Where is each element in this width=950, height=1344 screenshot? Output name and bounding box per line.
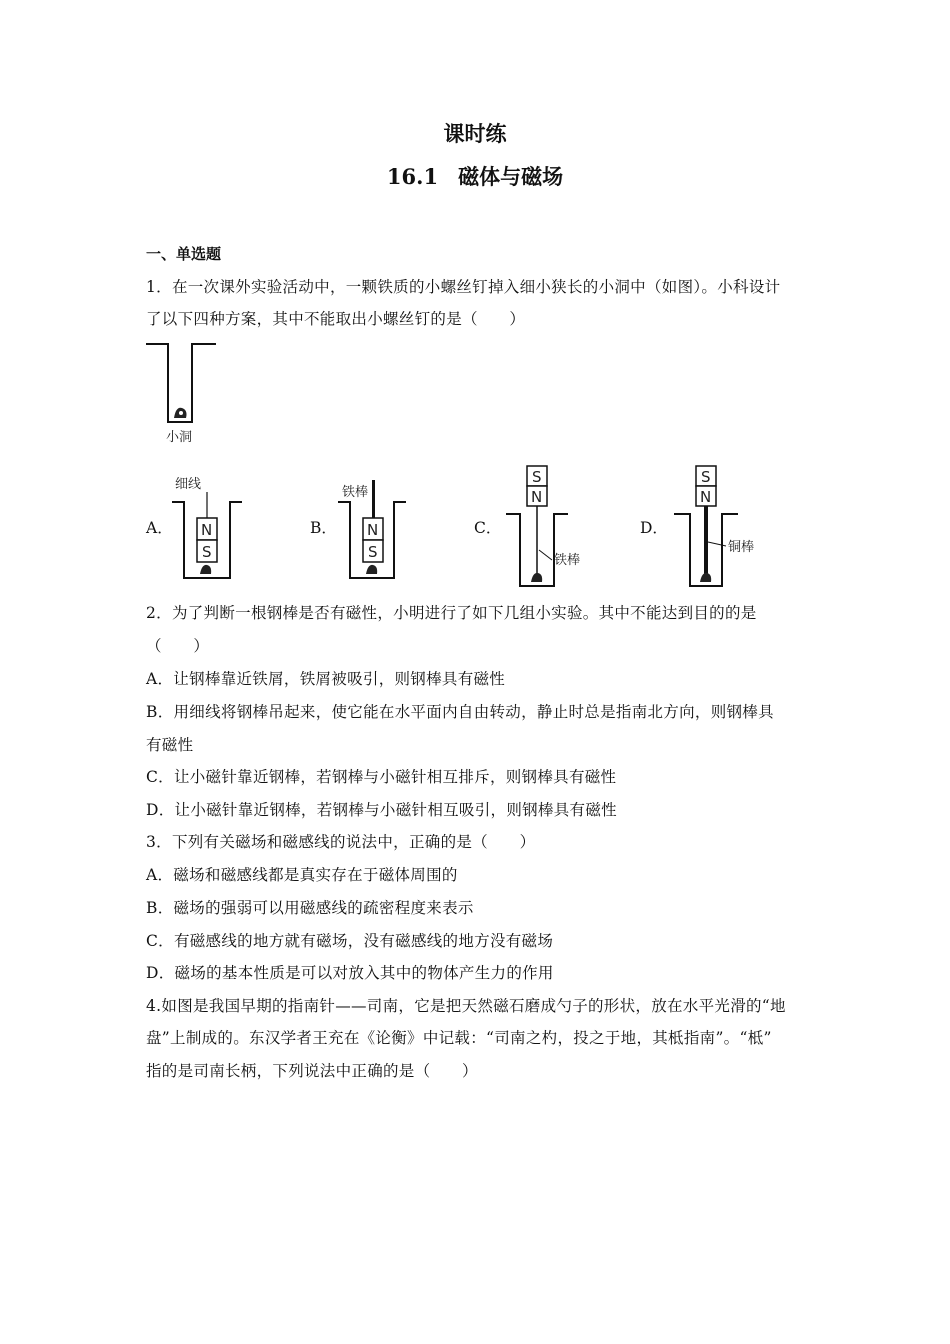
q3-option-b: B．磁场的强弱可以用磁感线的疏密程度来表示 bbox=[146, 899, 474, 917]
magnet-bottom-pole: N bbox=[700, 488, 712, 506]
q2-line-2: （ ） bbox=[146, 637, 210, 655]
section-title: 磁体与磁场 bbox=[458, 164, 564, 189]
q2-option-d: D．让小磁针靠近钢棒，若钢棒与小磁针相互吸引，则钢棒具有磁性 bbox=[146, 801, 617, 819]
q2-line-1: 2．为了判断一根钢棒是否有磁性，小明进行了如下几组小实验。其中不能达到目的的是 bbox=[146, 604, 757, 622]
magnet-top-pole: N bbox=[367, 521, 379, 539]
q1-option-a-figure bbox=[170, 470, 250, 585]
q1-option-c-letter: C． bbox=[474, 519, 502, 537]
q2-option-b-cont: 有磁性 bbox=[146, 736, 194, 754]
q2-option-b: B．用细线将钢棒吊起来，使它能在水平面内自由转动，静止时总是指南北方向，则钢棒具 bbox=[146, 703, 774, 721]
option-c-label: 铁棒 bbox=[554, 553, 581, 568]
option-b-label: 铁棒 bbox=[342, 485, 369, 500]
hole-figure bbox=[144, 340, 224, 450]
magnet-bottom-pole: N bbox=[531, 488, 543, 506]
magnet-top-pole: N bbox=[201, 521, 213, 539]
screw-icon bbox=[700, 573, 711, 582]
screw-icon bbox=[531, 573, 542, 582]
screw-icon bbox=[174, 408, 187, 418]
q3-option-c: C．有磁感线的地方就有磁场，没有磁感线的地方没有磁场 bbox=[146, 932, 554, 950]
magnet-bottom-pole: S bbox=[202, 543, 212, 561]
hole-label: 小洞 bbox=[166, 430, 193, 445]
q2-option-c: C．让小磁针靠近钢棒，若钢棒与小磁针相互排斥，则钢棒具有磁性 bbox=[146, 768, 617, 786]
q1-option-b-letter: B． bbox=[310, 519, 337, 537]
q1-option-d-figure bbox=[668, 462, 778, 590]
section-number: 16.1 bbox=[386, 164, 439, 189]
section-heading bbox=[0, 161, 950, 191]
q3-option-a: A．磁场和磁感线都是真实存在于磁体周围的 bbox=[146, 866, 458, 884]
q2-option-a: A．让钢棒靠近铁屑，铁屑被吸引，则钢棒具有磁性 bbox=[146, 670, 506, 688]
q1-option-b-figure bbox=[334, 470, 414, 585]
q1-line-2: 了以下四种方案，其中不能取出小螺丝钉的是（ ） bbox=[146, 310, 526, 328]
q3-option-d: D．磁场的基本性质是可以对放入其中的物体产生力的作用 bbox=[146, 964, 554, 982]
magnet-top-pole: S bbox=[701, 468, 711, 486]
option-d-label: 铜棒 bbox=[728, 540, 755, 555]
q3-line-1: 3．下列有关磁场和磁感线的说法中，正确的是（ ） bbox=[146, 833, 536, 851]
screw-icon bbox=[200, 565, 211, 574]
q1-option-c-figure bbox=[500, 462, 600, 590]
q4-line-2: 盘”上制成的。东汉学者王充在《论衡》中记载：“司南之杓，投之于地，其柢指南”。“柢” bbox=[146, 1029, 772, 1047]
part-heading: 一、单选题 bbox=[146, 245, 222, 263]
magnet-bottom-pole: S bbox=[368, 543, 378, 561]
magnet-top-pole: S bbox=[532, 468, 542, 486]
q4-line-3: 指的是司南长柄，下列说法中正确的是（ ） bbox=[146, 1062, 478, 1080]
q4-line-1: 4.如图是我国早期的指南针——司南，它是把天然磁石磨成勺子的形状，放在水平光滑的“地 bbox=[146, 997, 786, 1015]
worksheet-title: 课时练 bbox=[443, 121, 507, 146]
q1-option-a-letter: A． bbox=[146, 519, 173, 537]
option-a-label: 细线 bbox=[175, 477, 202, 492]
q1-option-d-letter: D． bbox=[640, 519, 668, 537]
screw-icon bbox=[366, 565, 377, 574]
q1-line-1: 1．在一次课外实验活动中，一颗铁质的小螺丝钉掉入细小狭长的小洞中（如图）。小科设计 bbox=[146, 278, 781, 296]
